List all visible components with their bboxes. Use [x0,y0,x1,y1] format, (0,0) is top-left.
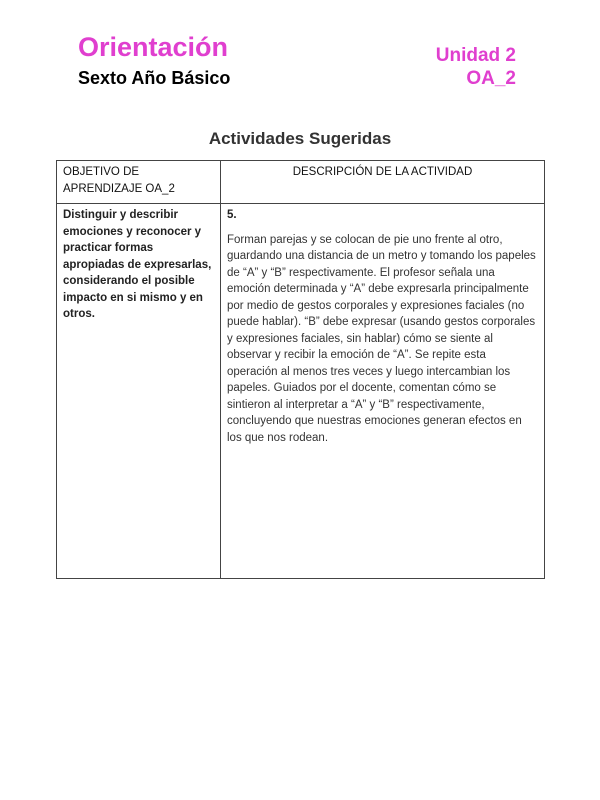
table-row [57,204,545,579]
table-header-row [57,161,545,204]
activities-table [56,160,545,579]
objective-cell [57,204,221,579]
unit-title: Unidad 2 [435,45,516,66]
subject-title: Orientación [78,32,229,62]
description-cell [221,204,545,579]
grade-title: Sexto Año Básico [78,68,231,88]
activity-description: Forman parejas y se colocan de pie uno frente al otro, guardando una distancia de un metro y tomando los papeles de “A” y “B” respectivamente. El profesor señala una emoción determinada y “A” debe expresarla principalmente por medio de gestos corporales y expresiones faciales (no puede hablar). “B” debe expresar (usando gestos corporales y expresiones faciales, sin hablar) cómo se siente al observar y recibir la emoción de “A”. Se repite esta operación al menos tres veces y luego intercambian los papeles. Guiados por el docente, comentan cómo se sintieron al interpretar a “A” y “B” respectivamente, concluyendo que nuestras emociones generan efectos en los que nos rodean. [227,233,536,444]
objective-column-header: OBJETIVO DE APRENDIZAJE OA_2 [57,161,221,204]
section-title: Actividades Sugeridas [208,129,392,148]
description-column-header: DESCRIPCIÓN DE LA ACTIVIDAD [221,161,545,204]
oa-title: OA_2 [466,68,516,89]
activity-number: 5. [227,209,237,221]
objective-text: Distinguir y describir emociones y reconocer y practicar formas apropiadas de expresarlas, considerando el posible impacto en si mismo y en otros. [63,209,212,320]
